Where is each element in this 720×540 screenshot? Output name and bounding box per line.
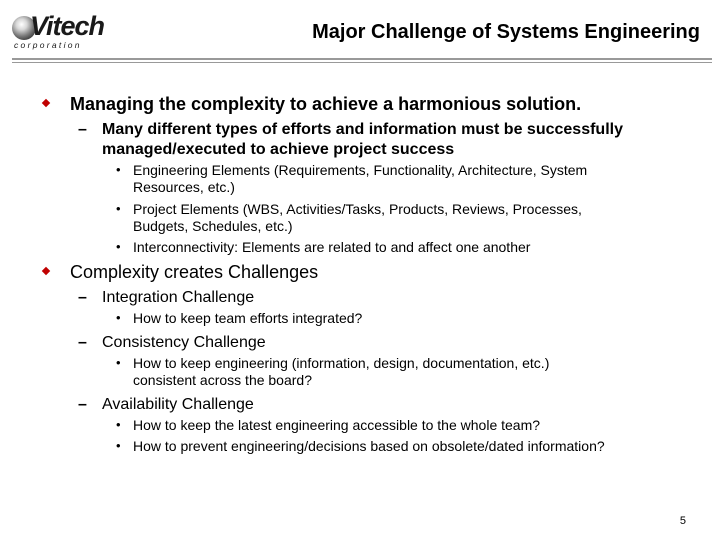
- red-diamond-bullet-icon: [42, 99, 50, 107]
- bullet-complexity-challenges: Complexity creates Challenges: [70, 262, 319, 282]
- sub-bullet-efforts-line2: managed/executed to achieve project success: [102, 141, 455, 158]
- red-diamond-bullet-icon: [42, 267, 50, 275]
- dash-bullet-icon: –: [78, 396, 87, 413]
- vitech-logo: [12, 11, 112, 54]
- logo-subtext: corporation: [14, 40, 82, 50]
- sub-bullet-efforts-line1: Many different types of efforts and information must be successfully: [102, 121, 623, 138]
- dot-bullet-icon: •: [116, 438, 121, 453]
- dot-bullet-icon: •: [116, 162, 121, 177]
- item-project-elements-line2: Budgets, Schedules, etc.): [133, 218, 293, 234]
- page-number: 5: [679, 515, 686, 527]
- sub-bullet-consistency: Consistency Challenge: [102, 334, 266, 351]
- dash-bullet-icon: –: [78, 289, 87, 306]
- slide-title: Major Challenge of Systems Engineering: [312, 21, 700, 43]
- dot-bullet-icon: •: [116, 310, 121, 325]
- item-engineering-elements-line1: Engineering Elements (Requirements, Functionality, Architecture, System: [133, 162, 588, 178]
- sub-bullet-integration: Integration Challenge: [102, 289, 255, 306]
- header-divider-thin: [12, 62, 712, 63]
- item-availability-question-2: How to prevent engineering/decisions based on obsolete/dated information?: [133, 438, 605, 454]
- dot-bullet-icon: •: [116, 239, 121, 254]
- item-engineering-elements-line2: Resources, etc.): [133, 179, 235, 195]
- item-consistency-question-line1: How to keep engineering (information, design, documentation, etc.): [133, 355, 550, 371]
- dash-bullet-icon: –: [78, 334, 87, 351]
- logo-wordmark: Vitech: [30, 11, 105, 41]
- sub-bullet-availability: Availability Challenge: [102, 396, 254, 413]
- dash-bullet-icon: –: [78, 121, 87, 138]
- dot-bullet-icon: •: [116, 417, 121, 432]
- item-consistency-question-line2: consistent across the board?: [133, 372, 312, 388]
- item-integration-question: How to keep team efforts integrated?: [133, 310, 363, 326]
- bullet-managing-complexity: Managing the complexity to achieve a harmonious solution.: [70, 94, 582, 114]
- item-interconnectivity: Interconnectivity: Elements are related to and affect one another: [133, 239, 531, 255]
- item-project-elements-line1: Project Elements (WBS, Activities/Tasks, Products, Reviews, Processes,: [133, 201, 582, 217]
- dot-bullet-icon: •: [116, 201, 121, 216]
- header-divider: [12, 58, 712, 60]
- dot-bullet-icon: •: [116, 355, 121, 370]
- item-availability-question-1: How to keep the latest engineering accessible to the whole team?: [133, 417, 541, 433]
